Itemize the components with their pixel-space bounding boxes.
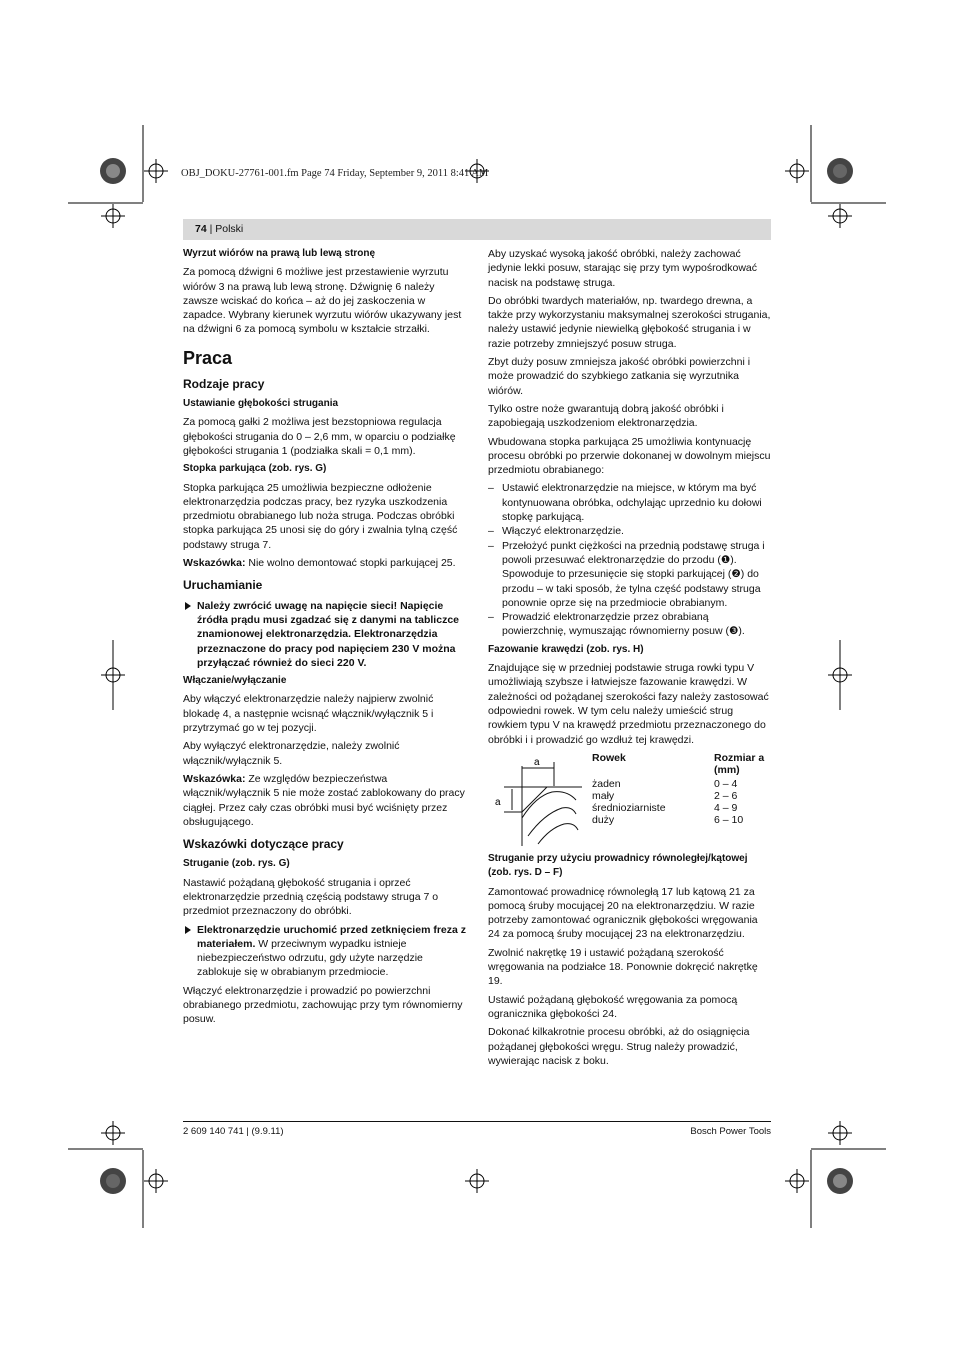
table-row	[592, 802, 772, 814]
page-language: Polski	[215, 223, 244, 235]
note-label: Wskazówka:	[183, 557, 246, 570]
warning-start-text: W przeciwnym wypadku istnieje niebezpieczeństwo odrzutu, gdy użyte narzędzie zablokuje się w obrabianym przedmiocie.	[197, 937, 423, 979]
groove-size-table	[592, 752, 772, 826]
paragraph-guide-3: Ustawić pożądaną głębokość wręgowania za pomocą ogranicznika głębokości 24.	[488, 993, 738, 1020]
list-item: – Ustawić elektronarzędzie na miejsce, w którym ma być kontynuowana obróbka, odchylając uprzednio ku dołowi stopkę parkującą.	[488, 481, 771, 524]
note-parking-shoe	[183, 556, 466, 570]
table-header-groove: Rowek	[592, 752, 626, 764]
diagram-label-a-top: a	[534, 757, 540, 768]
page-number: 74	[195, 223, 207, 235]
paragraph-parking-shoe-continue: Wbudowana stopka parkująca 25 umożliwia kontynuację procesu obróbki po przerwie dokonanej w dowolnym miejscu przedmiotu obrabianego:	[488, 435, 771, 477]
section-title-chamfering: Fazowanie krawędzi (zob. rys. H)	[488, 643, 644, 655]
table-cell: 0 – 4	[714, 778, 738, 790]
section-title-parallel-guide: Struganie przy użyciu prowadnicy równoległej/kątowej (zob. rys. D – F)	[488, 853, 748, 879]
steps-list	[488, 481, 771, 638]
heading-praca: Praca	[183, 347, 233, 368]
paragraph-chip-ejection: Za pomocą dźwigni 6 możliwe jest przestawienie wyrzutu wiórów 3 na prawą lub lewą stronę. Dźwignię 6 należy zawsze wciskać do końca – aż do jej zaskoczenia w zapadce. Wybrany kierunek wyrzutu wiórów ukazywany jest na dźwigni 6 za pomocą symbolu w kształcie strzałki.	[183, 266, 462, 336]
table-row	[592, 790, 772, 802]
note-text: Nie wolno demontować stopki parkującej 25.	[245, 557, 456, 570]
paragraph-chamfering: Znajdujące się w przedniej podstawie struga rowki typu V umożliwiają szybsze i łatwiejsze fazowanie krawędzi. W zależności od pożądanej szerokości fazy należy zastosować odpowiedni rowek. W tym celu należy umieścić strug rowkiem typu V na krawędź przedmiotu przeznaczonego do obróbki i i prowadzić go wzdłuż tej krawędzi.	[488, 662, 769, 746]
section-title-planing-depth: Ustawianie głębokości strugania	[183, 398, 339, 410]
list-item: – Prowadzić elektronarzędzie przez obrabianą powierzchnię, wymuszając równomierny posuw (❸).	[488, 610, 771, 639]
left-column	[183, 247, 466, 1031]
warning-arrow-icon	[185, 926, 191, 934]
warning-voltage	[183, 599, 466, 670]
paragraph-guide-4: Dokonać kilkakrotnie procesu obróbki, aż do osiągnięcia pożądanej głębokości wręgu. Strug należy prowadzić, wywierając nacisk z boku.	[488, 1026, 750, 1067]
table-cell: średnioziarniste	[592, 802, 666, 814]
warning-arrow-icon	[185, 602, 191, 610]
chamfer-groove-diagram	[492, 752, 588, 848]
right-column	[488, 247, 771, 751]
paragraph-feed: Aby uzyskać wysoką jakość obróbki, należy zachować jedynie lekki posuw, starając się przy tym wypośrodkować nacisk na podstawę struga.	[488, 248, 758, 289]
paragraph-parking-shoe: Stopka parkująca 25 umożliwia bezpieczne odłożenie elektronarzędzia podczas pracy, bez ryzyka uszkodzenia przedmiotu obrabianego lub noża struga. Podczas obróbki stopka parkująca 25 unosi się do góry i zwalnia tylną część podstawy struga 7.	[183, 481, 458, 551]
warning-start	[183, 923, 466, 980]
table-row	[592, 814, 772, 826]
page-separator: |	[206, 223, 216, 235]
page-header-bar	[183, 219, 771, 240]
diagram-label-a-left: a	[495, 797, 501, 808]
paragraph-switch-on: Aby włączyć elektronarzędzie należy najpierw zwolnić blokadę 4, a następnie wcisnąć włącznik/wyłącznik 5 i przytrzymać go w tej pozycji.	[183, 693, 434, 735]
table-header-row	[592, 752, 772, 776]
paragraph-feed-too-high: Zbyt duży posuw zmniejsza jakość obróbki powierzchni i może prowadzić do szybkiego zatkania się wyrzutnika wiórów.	[488, 356, 751, 397]
footer-doc-number: 2 609 140 741 | (9.9.11)	[183, 1126, 284, 1137]
table-row	[592, 778, 772, 790]
table-cell: duży	[592, 814, 615, 826]
heading-uruchamianie: Uruchamianie	[183, 578, 263, 593]
footer-rule	[183, 1121, 771, 1122]
table-cell: żaden	[592, 778, 621, 790]
table-header-size: Rozmiar a (mm)	[714, 752, 765, 776]
table-cell: mały	[592, 790, 615, 802]
paragraph-guide-2: Zwolnić nakrętkę 19 i ustawić pożądaną szerokość wręgowania na podziałce 18. Ponownie dokręcić nakrętkę 19.	[488, 946, 758, 988]
right-column-lower	[488, 852, 771, 1072]
paragraph-guide-1: Zamontować prowadnicę równoległą 17 lub kątową 21 za pomocą śruby mocującej 20 na elektronarzędziu. W razie potrzeby zamontować ogranicznik głębokości wręgowania 24 za pomocą śruby mocującej 23 na elektronarzędziu.	[488, 885, 758, 941]
note-text: Ze względów bezpieczeństwa włącznik/wyłącznik 5 nie może zostać zablokowany do pracy ciągłej. Przez cały czas obróbki musi być wciśnięty przez obsługującego.	[183, 772, 465, 828]
list-item: – Włączyć elektronarzędzie.	[488, 524, 771, 538]
warning-start-bold: Elektronarzędzie uruchomić przed zetknięciem freza z materiałem.	[197, 923, 467, 950]
paragraph-planing-2: Włączyć elektronarzędzie i prowadzić po powierzchni obrabianego przedmiotu, zachowując przy tym równomierny posuw.	[183, 984, 463, 1026]
list-item: – Przełożyć punkt ciężkości na przednią podstawę struga i powoli przesuwać elektronarzędzie do przodu (❶). Spowoduje to przesunięcie się stopki parkującej (❷) do przodu – w taki sposób, że tylna część podstawy struga ponownie oprze się na przedmiocie obrabianym.	[488, 539, 771, 610]
heading-working-advice: Wskazówki dotyczące pracy	[183, 837, 344, 852]
note-switch	[183, 772, 466, 829]
section-title-chip-ejection: Wyrzut wiórów na prawą lub lewą stronę	[183, 248, 376, 259]
paragraph-sharp-blades: Tylko ostre noże gwarantują dobrą jakość obróbki i zapobiegają uszkodzeniom elektronarzędzia.	[488, 402, 724, 430]
note-label: Wskazówka:	[183, 772, 246, 785]
section-title-parking-shoe: Stopka parkująca (zob. rys. G)	[183, 463, 327, 475]
page-label	[195, 223, 243, 235]
paragraph-planing: Nastawić pożądaną głębokość strugania i oprzeć elektronarzędzie przednią częścią podstawy struga 7 o przedmiot przeznaczony do obróbki.	[183, 876, 439, 918]
warning-voltage-text: Należy zwrócić uwagę na napięcie sieci! Napięcie źródła prądu musi zgadzać się z danymi na tabliczce znamionowej elektronarzędzia. Elektronarzędzia przeznaczone do pracy pod napięciem 230 V można przyłączać również do sieci 220 V.	[197, 599, 459, 669]
heading-rodzaje-pracy: Rodzaje pracy	[183, 376, 265, 391]
paragraph-planing-depth: Za pomocą gałki 2 możliwa jest bezstopniowa regulacja głębokości strugania do 0 – 2,6 mm, w oparciu o podziałkę głębokości strugania 1 (podziałka skali = 0,1 mm).	[183, 416, 456, 457]
section-title-switch: Włączanie/wyłączanie	[183, 675, 287, 687]
footer-brand: Bosch Power Tools	[690, 1126, 771, 1137]
table-cell: 2 – 6	[714, 790, 738, 802]
table-cell: 4 – 9	[714, 802, 738, 814]
paragraph-hard-materials: Do obróbki twardych materiałów, np. twardego drewna, a także przy wykorzystaniu maksymalnej szerokości strugania, należy ustawić jedynie niewielką głębokość strugania i w razie potrzeby zmniejszyć posuw struga.	[488, 294, 771, 350]
file-header-line: OBJ_DOKU-27761-001.fm Page 74 Friday, September 9, 2011 8:41 AM	[181, 168, 489, 179]
table-cell: 6 – 10	[714, 814, 744, 826]
section-title-planing: Struganie (zob. rys. G)	[183, 858, 290, 870]
paragraph-switch-off: Aby wyłączyć elektronarzędzie, należy zwolnić włącznik/wyłącznik 5.	[183, 740, 400, 767]
